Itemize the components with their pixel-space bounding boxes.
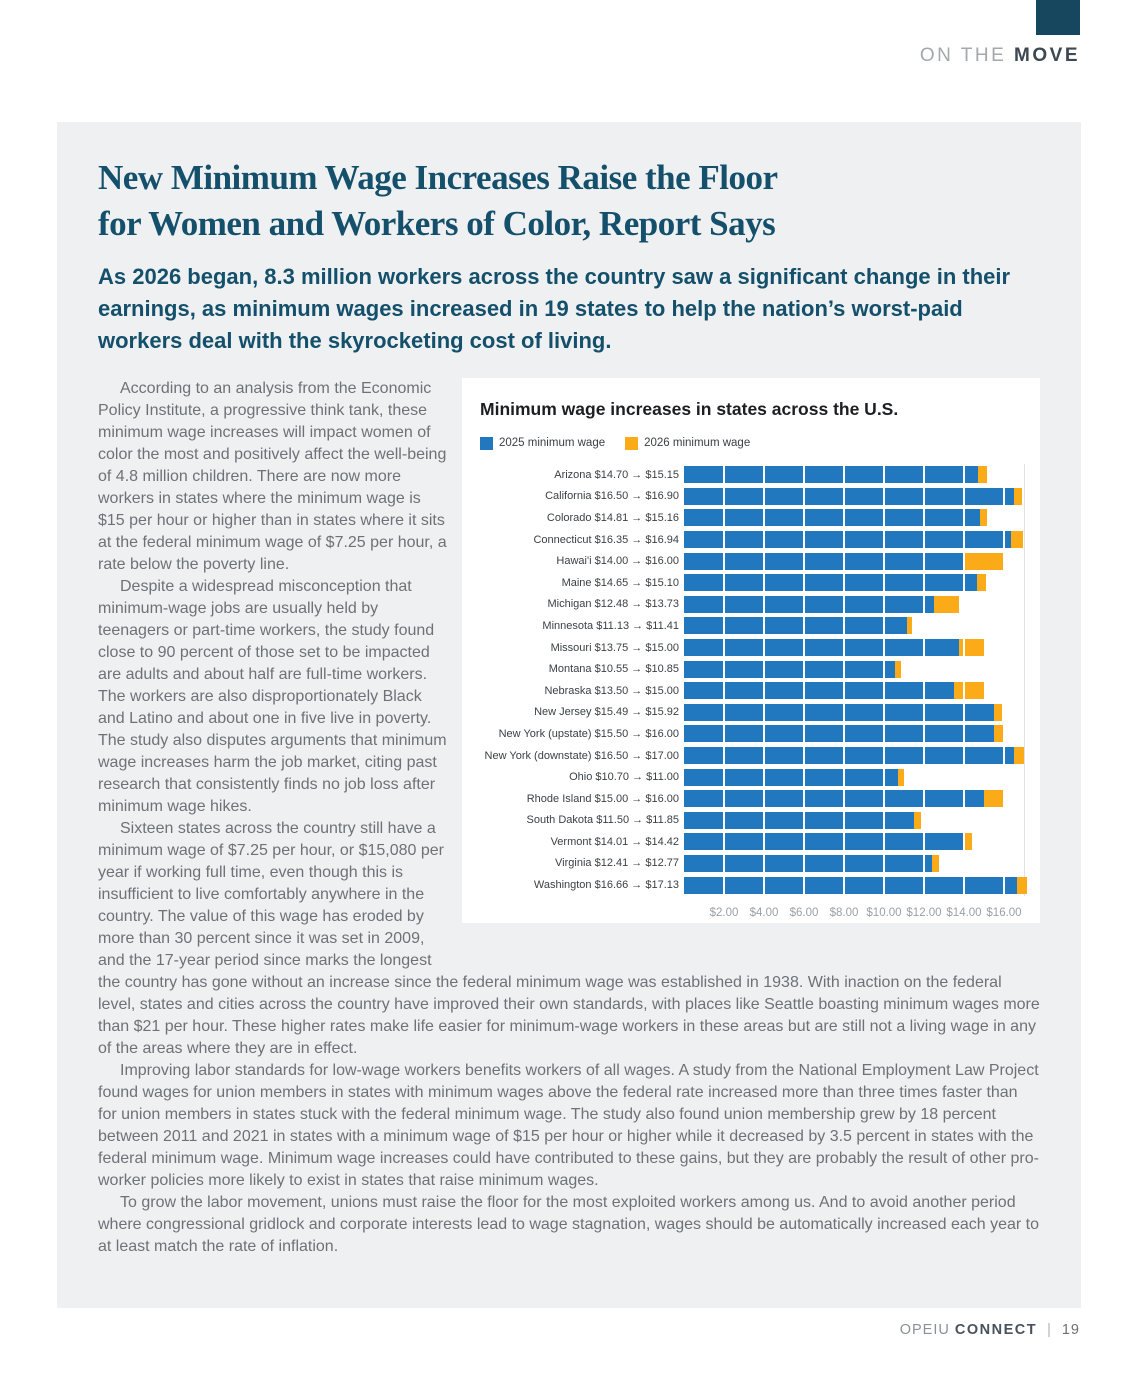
legend-swatch-2025	[480, 437, 493, 450]
bar-label: New York (downstate) $16.50 → $17.00	[484, 749, 679, 762]
bar-label: Connecticut $16.35 → $16.94	[533, 533, 679, 546]
bar-row	[478, 788, 1024, 810]
bar-row	[478, 529, 1024, 551]
bar-track	[684, 833, 972, 850]
gridline	[843, 464, 845, 896]
gridline	[803, 464, 805, 896]
bar-2026-segment	[1017, 877, 1026, 894]
bar-2025-segment	[684, 769, 898, 786]
bar-track	[684, 747, 1024, 764]
bar-2026-segment	[964, 553, 1004, 570]
bar-2026-segment	[954, 682, 984, 699]
x-axis-tick: $8.00	[829, 907, 859, 919]
bar-2025-segment	[684, 812, 914, 829]
bar-2025-segment	[684, 661, 895, 678]
bar-row	[478, 550, 1024, 572]
bar-row	[478, 702, 1024, 724]
x-axis-tick: $10.00	[866, 907, 902, 919]
footer-brand-bold: CONNECT	[954, 1322, 1038, 1338]
bar-track	[684, 617, 912, 634]
bar-track	[684, 877, 1027, 894]
bar-2025-segment	[684, 509, 980, 526]
footer-divider: |	[1047, 1322, 1052, 1338]
legend-item-2025	[480, 432, 605, 454]
legend-label-2026: 2026 minimum wage	[644, 437, 751, 449]
bar-2026-segment	[898, 769, 904, 786]
kicker-light-text: ON THE	[919, 45, 1007, 66]
gridline	[1003, 464, 1005, 896]
bar-track	[684, 574, 986, 591]
x-axis	[684, 900, 1024, 920]
bar-2025-segment	[684, 704, 994, 721]
page-footer	[900, 1322, 1080, 1338]
bar-2026-segment	[978, 466, 987, 483]
bar-label: Nebraska $13.50 → $15.00	[544, 684, 679, 697]
bar-label: Vermont $14.01 → $14.42	[550, 835, 679, 848]
x-axis-tick: $4.00	[749, 907, 779, 919]
section-kicker	[920, 45, 1080, 67]
bar-label: Hawai'i $14.00 → $16.00	[556, 555, 679, 568]
article-title-line-1: New Minimum Wage Increases Raise the Floor	[98, 158, 778, 197]
bar-track	[684, 531, 1023, 548]
bar-2025-segment	[684, 725, 994, 742]
bar-row	[478, 745, 1024, 767]
gridline	[723, 464, 725, 896]
article-paragraph-2: Despite a widespread misconception that minimum-wage jobs are usually held by teenagers or part-time workers, the study found close to 90 percent of those set to be impacted are adults and about half are full-time workers. The workers are also disproportionately Black and Latino and about one in five live in poverty. The study also disputes arguments that minimum wage increases harm the job market, citing past research that consistently finds no job loss after minimum wage hikes.	[98, 578, 447, 815]
corner-accent-square	[1036, 0, 1080, 35]
chart-legend	[480, 432, 1022, 454]
bar-2026-segment	[914, 812, 921, 829]
bar-row	[478, 615, 1024, 637]
plot-rows	[478, 464, 1024, 896]
bar-2026-segment	[895, 661, 901, 678]
bar-row	[478, 723, 1024, 745]
bar-2026-segment	[1011, 531, 1023, 548]
bar-track	[684, 596, 959, 613]
bar-2026-segment	[934, 596, 959, 613]
bar-row	[478, 874, 1024, 896]
article-paragraph-5: To grow the labor movement, unions must raise the floor for the most exploited workers among us. And to avoid another period where congressional gridlock and corporate interests lead to wage stagnation, wages should be automatically increased each year to at least match the rate of inflation.	[98, 1194, 1039, 1255]
bar-label: Virginia $12.41 → $12.77	[555, 857, 679, 870]
bar-track	[684, 466, 987, 483]
bar-label: South Dakota $11.50 → $11.85	[526, 814, 679, 827]
bar-2026-segment	[977, 574, 986, 591]
bar-track	[684, 488, 1022, 505]
bar-track	[684, 769, 904, 786]
bar-2025-segment	[684, 574, 977, 591]
bar-2025-segment	[684, 855, 932, 872]
bar-row	[478, 810, 1024, 832]
bar-2026-segment	[964, 833, 972, 850]
bar-row	[478, 637, 1024, 659]
bar-2025-segment	[684, 531, 1011, 548]
bar-row	[478, 464, 1024, 486]
bar-track	[684, 639, 984, 656]
bar-2026-segment	[1014, 747, 1024, 764]
bar-2025-segment	[684, 553, 964, 570]
bar-row	[478, 486, 1024, 508]
article-dek: As 2026 began, 8.3 million workers across the country saw a significant change in their earnings, as minimum wages increased in 19 states to help the nation’s worst-paid workers deal with the skyrocketing cost of living.	[98, 264, 1011, 353]
bar-label: Minnesota $11.13 → $11.41	[542, 619, 679, 632]
legend-swatch-2026	[625, 437, 638, 450]
kicker-bold-text: MOVE	[1014, 45, 1080, 66]
bar-track	[684, 661, 901, 678]
bar-label: Maine $14.65 → $15.10	[561, 576, 679, 589]
bar-label: Ohio $10.70 → $11.00	[569, 771, 679, 784]
chart-title: Minimum wage increases in states across the U.S.	[480, 399, 899, 419]
gridline	[963, 464, 965, 896]
bar-row	[478, 594, 1024, 616]
bar-label: Arizona $14.70 → $15.15	[554, 468, 679, 481]
article-paragraph-3: Sixteen states across the country still have a minimum wage of $7.25 per hour, or $15,080 per year if working full time, even though this is insufficient to live comfortably anywhere in the country. The value of this wage has eroded by more than 30 percent since it was set in 2009, and the 17-year period since marks the longest the country has gone without an increase since the federal minimum wage was established in 1938. With inaction on the federal level, states and cities across the country have improved their own standards, with places like Seattle boasting minimum wages more than $21 per hour. These higher rates make life easier for minimum-wage workers in these areas but are still not a living wage in any of the areas where they are in effect.	[98, 820, 1040, 1057]
gridline	[923, 464, 925, 896]
bar-2025-segment	[684, 877, 1017, 894]
x-axis-tick: $6.00	[789, 907, 819, 919]
footer-brand-light: OPEIU	[899, 1322, 950, 1338]
bar-label: Colorado $14.81 → $15.16	[546, 511, 679, 524]
plot-right-boundary	[1024, 464, 1025, 896]
bar-label: Montana $10.55 → $10.85	[548, 663, 679, 676]
bar-2026-segment	[932, 855, 939, 872]
bar-label: Missouri $13.75 → $15.00	[550, 641, 679, 654]
bar-2026-segment	[907, 617, 913, 634]
article-paragraph-1: According to an analysis from the Economic Policy Institute, a progressive think tank, these minimum wage increases will impact women of color the most and positively affect the well-being of 4.8 million children. There are now more workers in states where the minimum wage is $15 per hour or higher than in states where it sits at the federal minimum wage of $7.25 per hour, a rate below the poverty line.	[98, 380, 447, 573]
bar-2025-segment	[684, 617, 907, 634]
bar-2026-segment	[984, 790, 1004, 807]
article-title	[98, 155, 1040, 247]
bar-track	[684, 682, 984, 699]
bar-label: Washington $16.66 → $17.13	[533, 879, 679, 892]
bar-2025-segment	[684, 790, 984, 807]
bar-row	[478, 658, 1024, 680]
bar-row	[478, 572, 1024, 594]
x-axis-tick: $12.00	[906, 907, 942, 919]
bar-2026-segment	[1014, 488, 1022, 505]
bar-label: Rhode Island $15.00 → $16.00	[526, 792, 679, 805]
bar-2025-segment	[684, 596, 934, 613]
article-paragraph-4: Improving labor standards for low-wage workers benefits workers of all wages. A study from the National Employment Law Project found wages for union members in states with minimum wages above the federal rate increased more than three times faster than for union members in states stuck with the federal minimum wage. The study also found union membership grew by 18 percent between 2011 and 2021 in states with a minimum wage of $15 per hour or higher while it decreased by 3.5 percent in states with the federal minimum wage. Minimum wage increases could have contributed to these gains, but they are probably the result of other pro-worker policies more likely to exist in states that raise minimum wages.	[98, 1062, 1039, 1189]
article-sheet	[57, 122, 1081, 1308]
bar-label: New York (upstate) $15.50 → $16.00	[498, 727, 679, 740]
gridline	[883, 464, 885, 896]
bar-2026-segment	[980, 509, 987, 526]
bar-row	[478, 831, 1024, 853]
x-axis-tick: $14.00	[946, 907, 982, 919]
x-axis-tick: $2.00	[709, 907, 739, 919]
bar-label: California $16.50 → $16.90	[545, 490, 679, 503]
article-body	[98, 378, 1040, 1258]
bar-label: New Jersey $15.49 → $15.92	[534, 706, 679, 719]
bar-2025-segment	[684, 639, 959, 656]
x-axis-tick: $16.00	[986, 907, 1022, 919]
legend-item-2026	[625, 432, 750, 454]
bar-2026-segment	[994, 704, 1003, 721]
article-title-line-2: for Women and Workers of Color, Report Says	[98, 204, 776, 243]
bar-2025-segment	[684, 466, 978, 483]
bar-row	[478, 680, 1024, 702]
minimum-wage-chart	[462, 378, 1040, 923]
bar-track	[684, 509, 987, 526]
bar-row	[478, 507, 1024, 529]
bar-label: Michigan $12.48 → $13.73	[547, 598, 679, 611]
bar-row	[478, 853, 1024, 875]
bar-row	[478, 766, 1024, 788]
legend-label-2025: 2025 minimum wage	[499, 437, 606, 449]
gridline	[763, 464, 765, 896]
footer-page-number: 19	[1061, 1322, 1080, 1338]
